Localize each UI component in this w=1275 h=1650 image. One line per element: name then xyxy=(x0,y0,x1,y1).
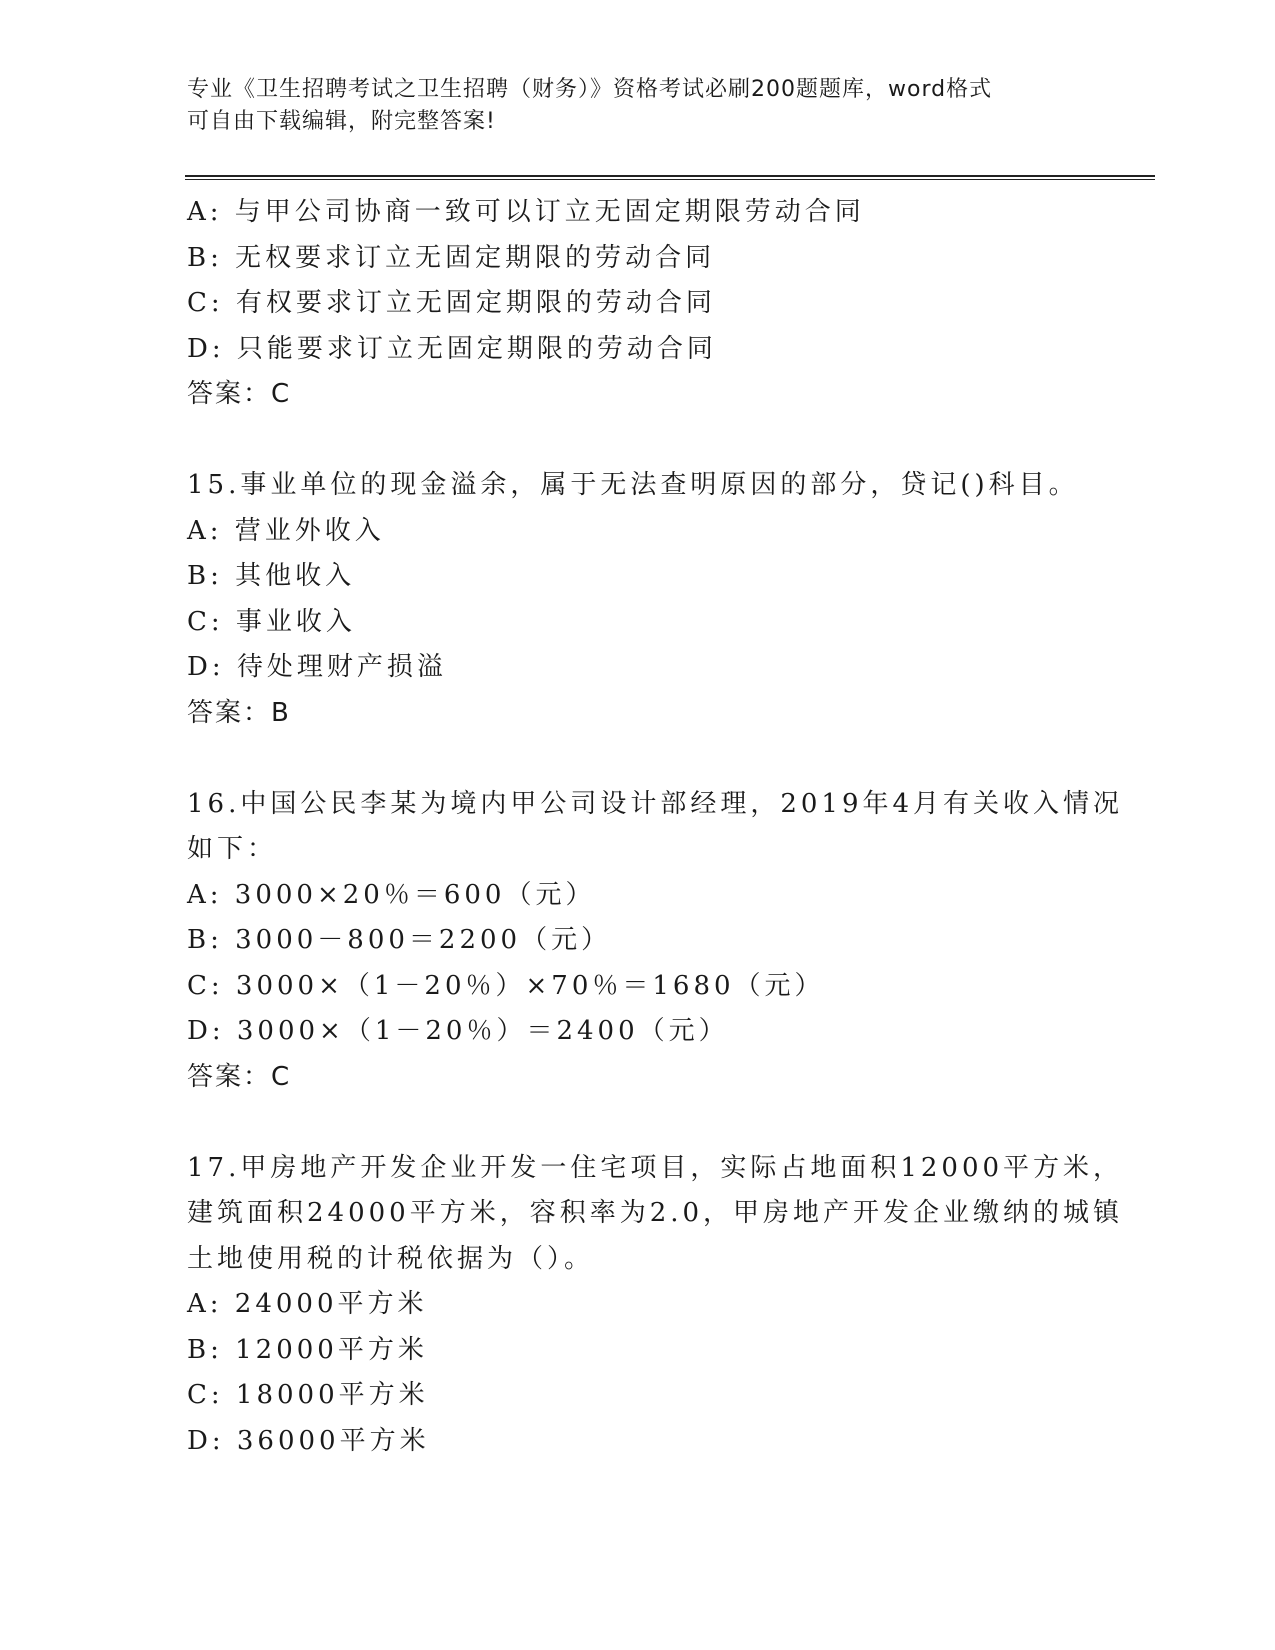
answer-line: 答案：C xyxy=(187,379,292,409)
option-b: B: 12000平方米 xyxy=(187,1334,428,1365)
question-stem-continued: 建筑面积24000平方米，容积率为2.0，甲房地产开发企业缴纳的城镇 xyxy=(187,1198,1124,1228)
option-b: B: 3000－800＝2200（元） xyxy=(187,925,612,955)
option-c: C: 3000×（1－20％）×70％＝1680（元） xyxy=(187,970,825,1001)
option-c: C: 18000平方米 xyxy=(187,1380,429,1410)
option-a: A: 24000平方米 xyxy=(187,1289,428,1319)
question-14 xyxy=(187,190,1087,418)
question-stem: 17.甲房地产开发企业开发一住宅项目，实际占地面积12000平方米， xyxy=(187,1152,1124,1183)
question-16 xyxy=(187,782,1124,1101)
question-stem: 15.事业单位的现金溢余，属于无法查明原因的部分，贷记()科目。 xyxy=(187,470,1079,500)
spacer xyxy=(187,736,1087,782)
option-b: B: 其他收入 xyxy=(187,561,356,591)
option-d: D: 3000×（1－20％）＝2400（元） xyxy=(187,1016,729,1046)
option-a: A: 与甲公司协商一致可以订立无固定期限劳动合同 xyxy=(187,197,865,227)
option-d: D: 36000平方米 xyxy=(187,1425,430,1456)
spacer xyxy=(187,1100,1087,1146)
option-b: B: 无权要求订立无固定期限的劳动合同 xyxy=(187,242,716,273)
document-header xyxy=(187,74,1067,138)
option-a: A: 3000×20％＝600（元） xyxy=(187,879,596,910)
spacer xyxy=(187,418,1087,464)
option-c: C: 事业收入 xyxy=(187,606,356,637)
answer-line: 答案：C xyxy=(187,1061,292,1092)
header-line-2: 可自由下载编辑，附完整答案! xyxy=(187,109,496,134)
option-d: D: 待处理财产损溢 xyxy=(187,652,447,682)
question-list xyxy=(187,190,1124,1464)
question-stem: 16.中国公民李某为境内甲公司设计部经理，2019年4月有关收入情况 xyxy=(187,788,1124,819)
answer-line: 答案：B xyxy=(187,697,291,728)
option-d: D: 只能要求订立无固定期限的劳动合同 xyxy=(187,333,717,364)
question-stem-continued: 如下： xyxy=(187,834,278,864)
option-a: A: 营业外收入 xyxy=(187,515,385,546)
question-17 xyxy=(187,1146,1124,1465)
option-c: C: 有权要求订立无固定期限的劳动合同 xyxy=(187,288,716,318)
header-line-1: 专业《卫生招聘考试之卫生招聘（财务）》资格考试必刷200题题库，word格式 xyxy=(187,77,993,102)
header-divider xyxy=(185,175,1155,180)
question-stem-continued: 土地使用税的计税依据为（）。 xyxy=(187,1243,595,1274)
question-15 xyxy=(187,463,1087,736)
